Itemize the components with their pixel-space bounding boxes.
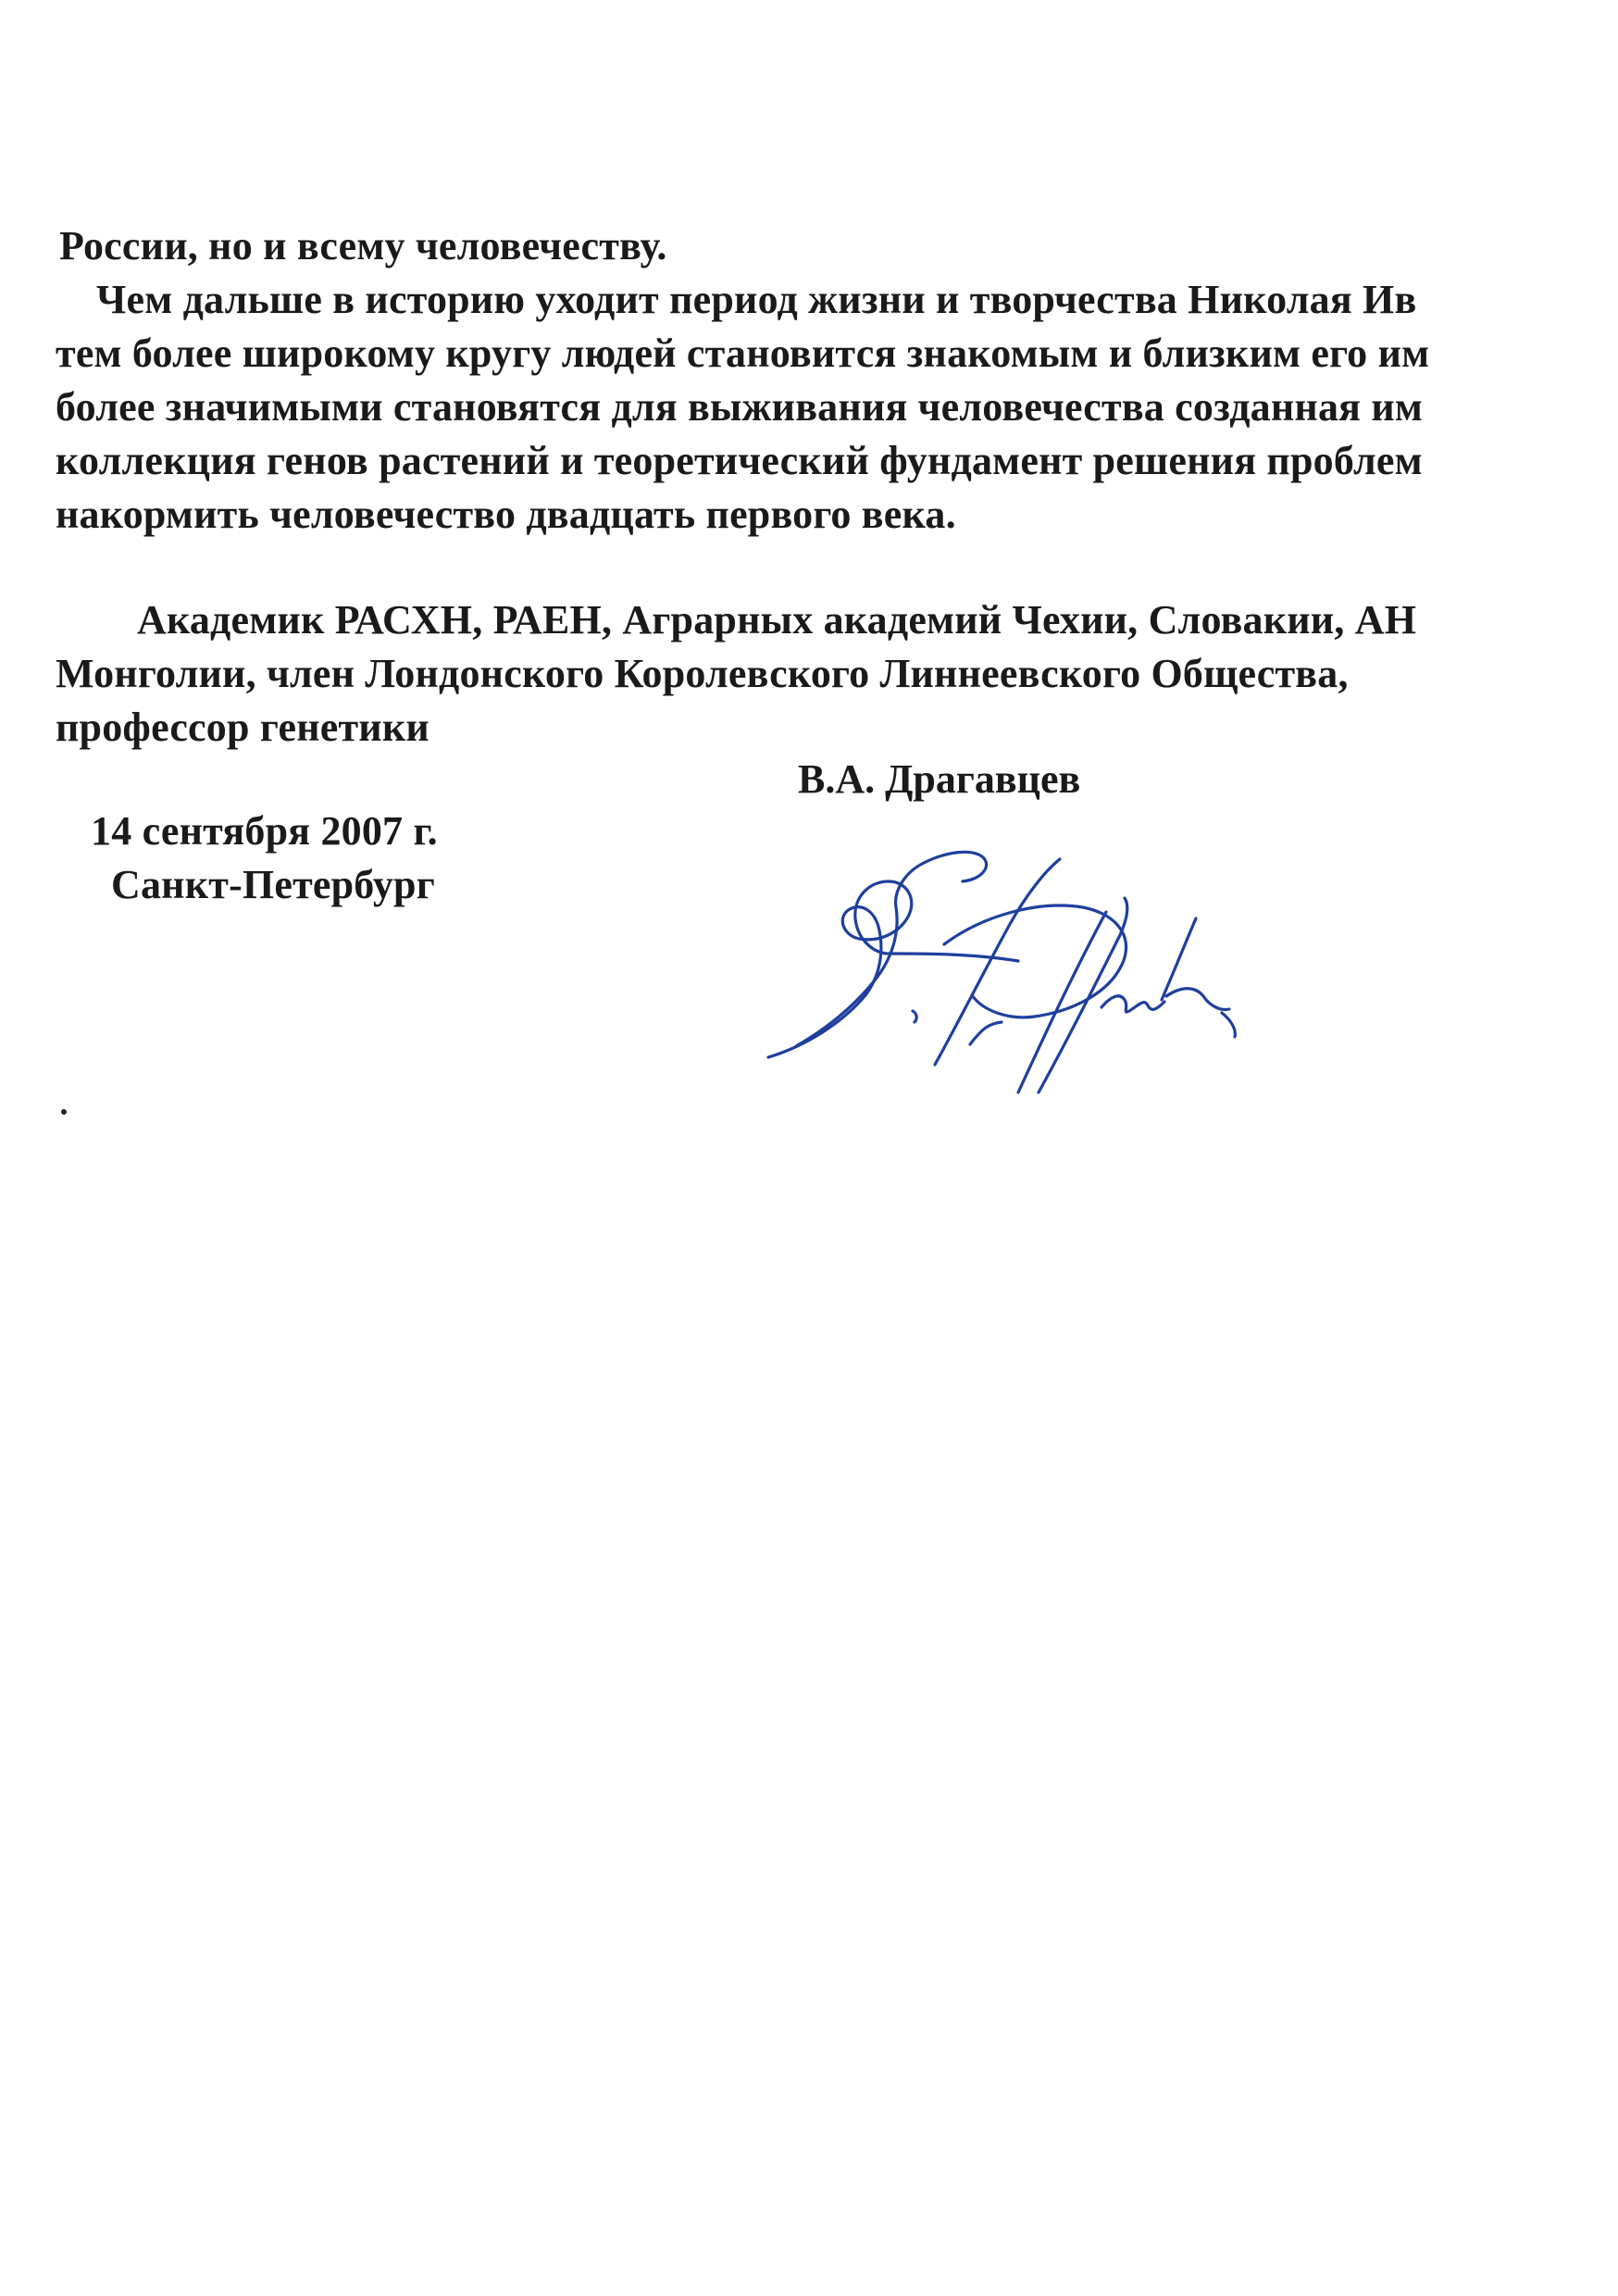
text-line: России, но и всему человечеству. xyxy=(59,223,667,268)
document-city: Санкт-Петербург xyxy=(111,862,435,907)
document-date: 14 сентября 2007 г. xyxy=(91,808,438,854)
text-line: коллекция генов растений и теоретический фундамент решения проблем xyxy=(56,438,1423,483)
text-line: Чем дальше в историю уходит период жизни и творчества Николая Ив xyxy=(96,277,1417,322)
text-line: тем более широкому кругу людей становится знакомым и близким его им xyxy=(56,331,1430,376)
text-line: накормить человечество двадцать первого века. xyxy=(56,492,956,537)
text-line: более значимыми становятся для выживания человечества созданная им xyxy=(56,384,1424,430)
author-titles-line: профессор генетики xyxy=(56,705,429,750)
author-titles-line: Монголии, член Лондонского Королевского Линнеевского Общества, xyxy=(56,651,1349,696)
signatory-name: В.А. Драгавцев xyxy=(798,756,1081,802)
stray-mark xyxy=(61,1109,67,1115)
handwritten-signature xyxy=(741,815,1333,1129)
author-titles-line: Академик РАСХН, РАЕН, Аграрных академий Чехии, Словакии, АН xyxy=(137,597,1417,643)
